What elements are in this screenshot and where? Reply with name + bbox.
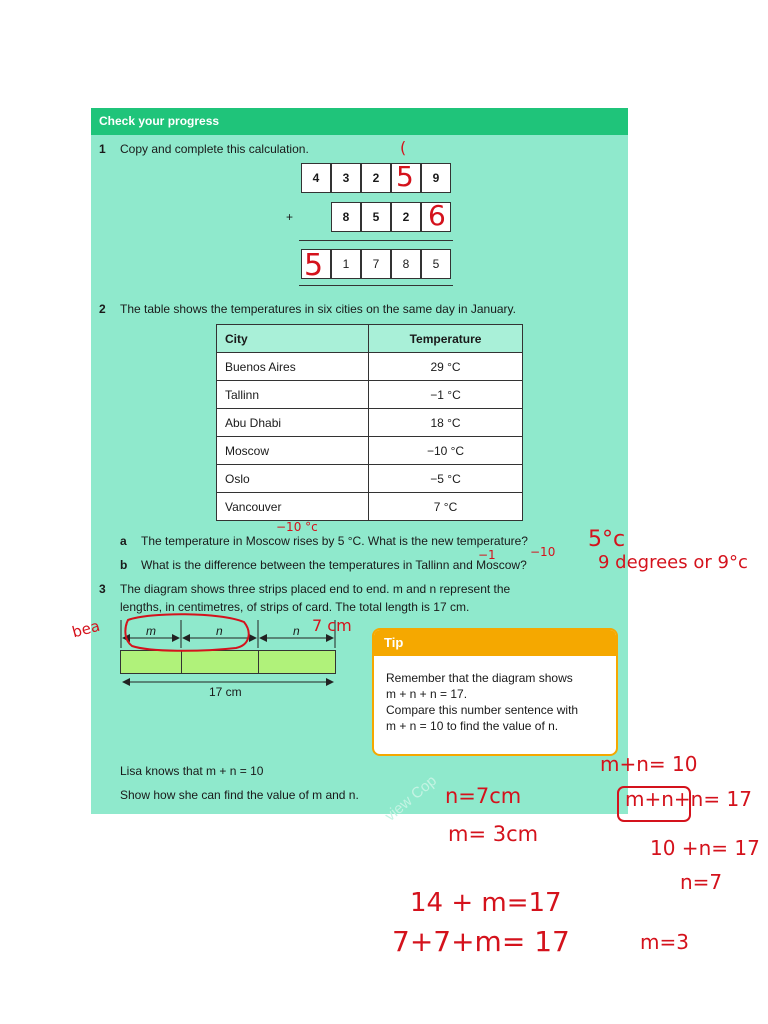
q2b-label: b [120, 558, 128, 572]
show-text: Show how she can find the value of m and n. [120, 788, 359, 802]
q1-result-digit: 5 [421, 249, 451, 279]
q2-text: The table shows the temperatures in six cities on the same day in January. [120, 302, 516, 316]
temperature-cell: 18 °C [369, 409, 523, 437]
q2a-text: The temperature in Moscow rises by 5 °C. What is the new temperature? [141, 534, 528, 548]
tip-line: Remember that the diagram shows [386, 671, 573, 685]
tip-line: Compare this number sentence with [386, 703, 579, 717]
q1-row1-digit: 2 [361, 163, 391, 193]
handwriting-equation: m+n+n= 17 [625, 787, 752, 811]
handwriting-carry: ( [400, 138, 407, 157]
temperature-cell: −5 °C [369, 465, 523, 493]
tip-title: Tip [374, 630, 616, 656]
handwriting-equation: m=3 [640, 930, 689, 954]
handwriting-note: −1 [478, 548, 496, 562]
handwriting-note: bea [70, 616, 102, 642]
watermark: view Cop [381, 772, 440, 825]
city-cell: Abu Dhabi [217, 409, 369, 437]
q1-result-digit: 7 [361, 249, 391, 279]
handwriting-equation: 10 +n= 17 [650, 836, 760, 860]
q1-result-digit: 8 [391, 249, 421, 279]
tip-line: m + n = 10 to find the value of n. [386, 719, 559, 733]
total-length-label: 17 cm [209, 685, 242, 699]
q2b-text: What is the difference between the temperatures in Tallinn and Moscow? [141, 558, 527, 572]
handwriting-equation: 7+7+m= 17 [392, 925, 570, 958]
handwriting-equation: n=7 [680, 870, 723, 894]
tip-line: m + n + n = 17. [386, 687, 468, 701]
handwriting-digit: 5 [304, 248, 324, 283]
q1-row1-digit: 4 [301, 163, 331, 193]
q1-result-digit: 1 [331, 249, 361, 279]
q1-text: Copy and complete this calculation. [120, 142, 309, 156]
q1-row2-digit: 5 [361, 202, 391, 232]
handwriting-answer-a: 5°c [588, 527, 626, 552]
handwriting-equation: 14 + m=17 [410, 888, 562, 918]
plus-sign: + [286, 210, 294, 224]
handwriting-digit: 6 [428, 199, 446, 232]
lisa-text: Lisa knows that m + n = 10 [120, 764, 264, 778]
handwriting-equation: m+n= 10 [600, 752, 698, 776]
card-header: Check your progress [91, 108, 628, 135]
label-m: m [146, 624, 156, 638]
q3-text-line2: lengths, in centimetres, of strips of card. The total length is 17 cm. [120, 600, 470, 614]
city-cell: Tallinn [217, 381, 369, 409]
header-city: City [217, 325, 369, 353]
label-n2: n [293, 624, 300, 638]
q3-text-line1: The diagram shows three strips placed end to end. m and n represent the [120, 582, 511, 596]
q1-row1-digit: 9 [421, 163, 451, 193]
handwriting-note: −10 [530, 545, 556, 559]
handwriting-answer-b: 9 degrees or 9°c [598, 552, 748, 573]
temperature-cell: 29 °C [369, 353, 523, 381]
handwriting-equation: m= 3cm [448, 822, 539, 846]
temperature-cell: −1 °C [369, 381, 523, 409]
handwriting-equation: n=7cm [445, 784, 522, 808]
header-temperature: Temperature [369, 325, 523, 353]
label-n1: n [216, 624, 223, 638]
city-cell: Oslo [217, 465, 369, 493]
q3-number: 3 [99, 582, 106, 596]
q1-row2-digit: 8 [331, 202, 361, 232]
city-cell: Moscow [217, 437, 369, 465]
q1-row2-digit: 2 [391, 202, 421, 232]
q1-number: 1 [99, 142, 106, 156]
city-cell: Vancouver [217, 493, 369, 521]
q1-row1-digit: 3 [331, 163, 361, 193]
q2-number: 2 [99, 302, 106, 316]
handwriting-digit: 5 [396, 160, 414, 193]
city-cell: Buenos Aires [217, 353, 369, 381]
handwriting-note: −10 °c [276, 520, 318, 534]
q2a-label: a [120, 534, 127, 548]
handwriting-note: 7 cm [312, 616, 352, 635]
temperature-cell: 7 °C [369, 493, 523, 521]
temperature-cell: −10 °C [369, 437, 523, 465]
